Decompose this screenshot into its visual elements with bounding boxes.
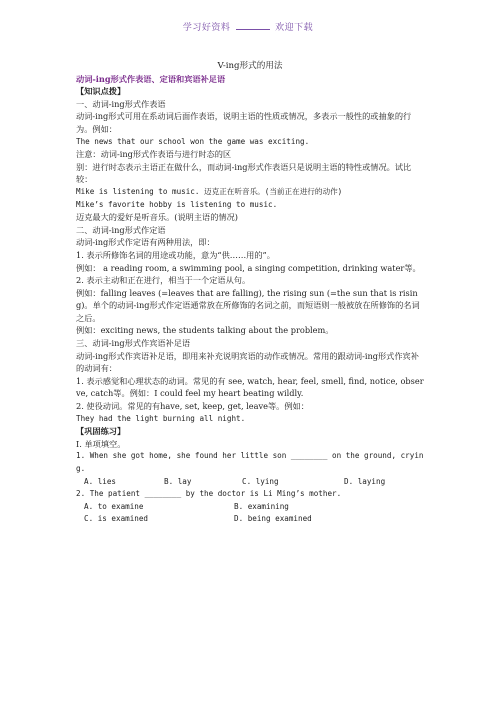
text-line: The news that our school won the game was exciting. [76, 136, 310, 146]
q2-option-a: A. to examine [84, 501, 144, 511]
text-line: 三、动词-ing形式作宾语补足语 [76, 338, 191, 349]
text-line: Mike is listening to music. 迈克正在听音乐。(当前正在进行的动作) [76, 186, 343, 196]
text-line: 别：进行时态表示主语正在做什么，而动词-ing形式作表语只是说明主语的特性或情况。试比较： [76, 161, 412, 185]
text-line: I. 单项填空。 [76, 438, 126, 449]
q2-stem: 2. The patient ________ by the doctor is Li Ming’s mother. [76, 489, 342, 499]
text-line: 1. When she got home, she found her little son ________ on the ground, crying. [76, 451, 424, 473]
q2-option-d: D. being examined [234, 514, 312, 524]
header-right: 欢迎下载 [275, 23, 314, 33]
header-underline [236, 21, 270, 30]
text-line: 二、动词-ing形式作定语 [76, 224, 166, 235]
q1-option-d: D. laying [344, 476, 386, 486]
q1-options [76, 476, 424, 489]
text-line: 2. 使役动词。常见的有have, set, keep, get, leave等。例如： [76, 401, 309, 412]
q1-option-a: A. lies [84, 476, 117, 486]
text-line: Mike’s favorite hobby is listening to music. [76, 199, 278, 209]
document-lines [76, 73, 424, 476]
text-line: 例如：falling leaves (=leaves that are falling), the rising sun (=the sun that is rising)。单个的动词-ing形式作定语通常放在所修饰的名词之前，而短语则一般被放在所修饰的名词之后。 [76, 287, 420, 323]
q2-option-b: B. examining [234, 501, 289, 511]
text-line: 动词-ing形式可用在系动词后面作表语，说明主语的性质或情况，多表示一般性的或抽象的行为。例如： [76, 111, 412, 134]
q2-options-row1 [76, 501, 424, 514]
text-line: 动词-ing形式作宾语补足语，即用来补充说明宾语的动作或情况。常用的跟动词-ing形式作宾补的动词有： [76, 350, 419, 374]
page-header [0, 20, 496, 33]
document-title: V-ing形式的用法 [217, 61, 283, 71]
text-line: 动词-ing形式作定语有两种用法，即： [76, 237, 215, 248]
text-line: 一、动词-ing形式作表语 [76, 98, 166, 109]
text-line: 2. 表示主动和正在进行，相当于一个定语从句。 [76, 275, 251, 286]
text-line: 例如： a reading room, a swimming pool, a singing competition, drinking water等。 [76, 262, 421, 273]
text-line: 1. 表示感觉和心理状态的动词。常见的有 see, watch, hear, feel, smell, find, notice, observe, catch等。例如：I could feel my heart beating wildly. [76, 375, 424, 399]
q2-option-c: C. is examined [84, 514, 149, 524]
text-line: 动词-ing形式作表语、定语和宾语补足语 [76, 73, 226, 84]
text-line: 【巩固练习】 [76, 426, 126, 437]
text-line: They had the light burning all night. [76, 413, 246, 423]
text-line: 注意：动词-ing形式作表语与进行时态的区 [76, 149, 232, 160]
text-line: 1. 表示所修饰名词的用途或功能，意为“供……用的”。 [76, 249, 275, 260]
document-body [76, 60, 424, 526]
text-line: 【知识点拨】 [76, 86, 126, 97]
q1-option-b: B. lay [164, 476, 192, 486]
q2-options-row2 [76, 513, 424, 526]
header-left: 学习好资料 [182, 23, 231, 33]
text-line: 迈克最大的爱好是听音乐。(说明主语的情况) [76, 212, 238, 223]
text-line: 例如：exciting news, the students talking about the problem。 [76, 325, 334, 336]
q1-option-c: C. lying [242, 476, 279, 486]
